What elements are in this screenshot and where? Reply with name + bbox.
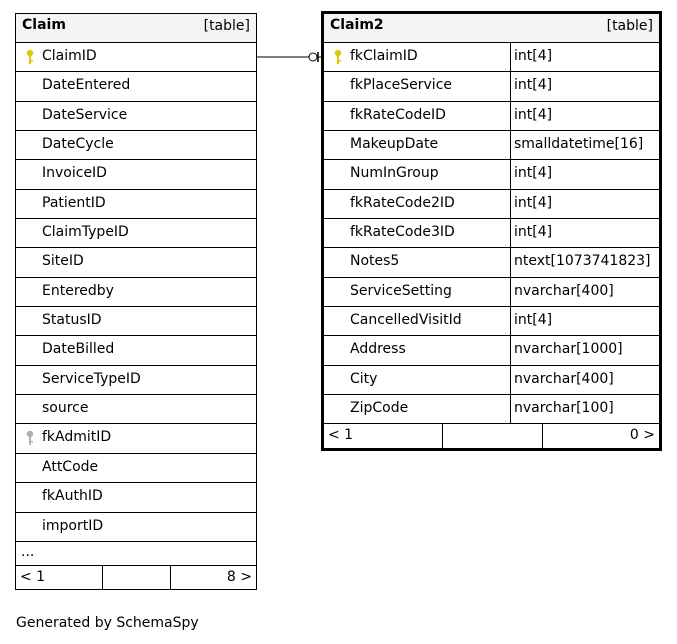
column-name: importID bbox=[42, 517, 104, 534]
column-name: AttCode bbox=[42, 458, 99, 475]
claim2-table-name: Claim2 bbox=[330, 17, 384, 33]
column-name: ClaimID bbox=[42, 48, 97, 64]
claim-footer-right: 8 > bbox=[226, 568, 252, 585]
column-type: nvarchar[400] bbox=[514, 370, 614, 387]
column-type: nvarchar[1000] bbox=[514, 341, 623, 358]
column-name: SiteID bbox=[42, 253, 84, 270]
zero-optional-marker bbox=[309, 53, 317, 61]
column-type: int[4] bbox=[514, 224, 553, 241]
claim2-footer-right: 0 > bbox=[629, 427, 655, 444]
column-name: fkClaimID bbox=[350, 48, 418, 64]
column-type: int[4] bbox=[514, 48, 553, 64]
claim-footer-left: < 1 bbox=[20, 568, 46, 585]
column-name: InvoiceID bbox=[42, 165, 107, 182]
column-name: Address bbox=[350, 341, 406, 358]
column-type: int[4] bbox=[514, 106, 553, 123]
column-name: fkRateCode2ID bbox=[350, 194, 455, 211]
claim2-footer-left: < 1 bbox=[328, 427, 354, 444]
column-type: smalldatetime[16] bbox=[514, 136, 644, 153]
column-name: ServiceTypeID bbox=[42, 370, 141, 387]
column-name: MakeupDate bbox=[350, 136, 439, 153]
column-type: int[4] bbox=[514, 312, 553, 329]
column-name: fkAuthID bbox=[42, 488, 103, 505]
column-name: Enteredby bbox=[42, 282, 114, 299]
column-name: DateCycle bbox=[42, 136, 114, 153]
claim-table-kind: [table] bbox=[203, 18, 250, 34]
column-type: int[4] bbox=[514, 165, 553, 182]
column-name: DateEntered bbox=[42, 77, 131, 94]
column-name: ServiceSetting bbox=[350, 282, 452, 299]
claim-table-name: Claim bbox=[22, 17, 66, 33]
claim2-table-kind: [table] bbox=[606, 18, 653, 34]
column-name: source bbox=[42, 400, 89, 417]
column-name: PatientID bbox=[42, 194, 106, 211]
column-name: Notes5 bbox=[350, 253, 400, 270]
column-type: nvarchar[400] bbox=[514, 282, 614, 299]
column-name: DateBilled bbox=[42, 341, 115, 358]
claim-ellipsis: ... bbox=[21, 543, 35, 560]
column-type: ntext[1073741823] bbox=[514, 253, 651, 270]
column-name: City bbox=[350, 370, 378, 387]
generated-by-caption: Generated by SchemaSpy bbox=[16, 615, 199, 631]
column-type: int[4] bbox=[514, 77, 553, 94]
column-name: ZipCode bbox=[350, 400, 409, 417]
column-name: ClaimTypeID bbox=[42, 224, 129, 241]
column-name: fkRateCode3ID bbox=[350, 224, 455, 241]
column-name: StatusID bbox=[42, 312, 102, 329]
column-name: fkPlaceService bbox=[350, 77, 452, 94]
column-name: DateService bbox=[42, 106, 128, 123]
column-type: nvarchar[100] bbox=[514, 400, 614, 417]
column-name: CancelledVisitId bbox=[350, 312, 462, 329]
column-name: fkRateCodeID bbox=[350, 106, 446, 123]
column-name: fkAdmitID bbox=[42, 429, 112, 446]
column-name: NumInGroup bbox=[350, 165, 439, 182]
column-type: int[4] bbox=[514, 194, 553, 211]
